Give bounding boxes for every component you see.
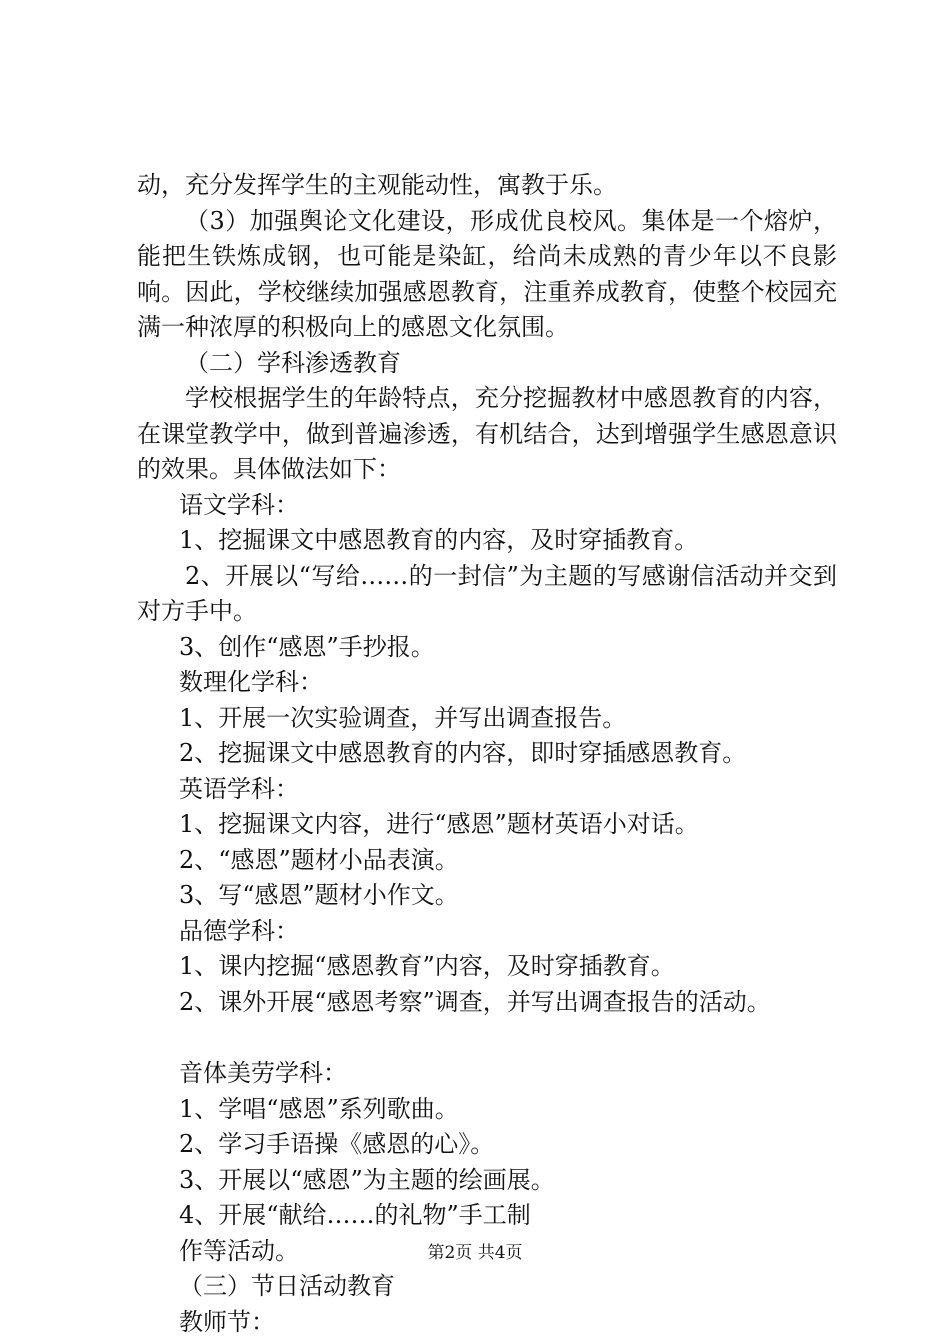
- list-item: 4、开展“献给……的礼物”手工制: [179, 1201, 531, 1229]
- subject-heading-english: 英语学科：: [179, 774, 299, 803]
- list-item: 1、挖掘课文内容，进行“感恩”题材英语小对话。: [179, 810, 699, 838]
- page-footer: 第2页 共4页: [427, 1243, 523, 1263]
- list-item: 3、创作“感恩”手抄报。: [179, 632, 435, 661]
- paragraph-subject-intro: 学校根据学生的年龄特点，充分挖掘教材中感恩教育的内容，在课堂教学中，做到普遍渗透，有机结合，达到增强学生感恩意识的效果。具体做法如下：: [137, 384, 837, 483]
- subject-heading-arts: 音体美劳学科：: [179, 1059, 347, 1087]
- subject-heading-science: 数理化学科：: [179, 668, 323, 696]
- paragraph-school-culture: （3）加强舆论文化建设，形成优良校风。集体是一个熔炉，能把生铁炼成钢，也可能是染缸，给尚未成熟的青少年以不良影响。因此，学校继续加强感恩教育，注重养成教育，使整个校园充满一种浓厚的积极向上的感恩文化氛围。: [137, 206, 837, 341]
- section-heading-subject-education: （二）学科渗透教育: [185, 348, 401, 377]
- subject-heading-morality: 品德学科：: [179, 916, 299, 945]
- list-item: 2、课外开展“感恩考察”调查，并写出调查报告的活动。: [179, 987, 771, 1016]
- list-item: 2、“感恩”题材小品表演。: [179, 845, 459, 874]
- list-item: 2、开展以“写给……的一封信”为主题的写感谢信活动并交到对方手中。: [137, 561, 837, 625]
- list-item: 2、学习手语操《感恩的心》。: [179, 1130, 495, 1158]
- list-item: 1、课内挖掘“感恩教育”内容，及时穿插教育。: [179, 952, 675, 980]
- list-item: 1、开展一次实验调查，并写出调查报告。: [179, 703, 627, 732]
- subject-heading-chinese: 语文学科：: [179, 490, 299, 519]
- list-item: 3、开展以“感恩”为主题的绘画展。: [179, 1165, 555, 1194]
- subject-heading-teachers-day: 教师节：: [179, 1307, 275, 1336]
- list-item-continuation: 作等活动。: [179, 1236, 299, 1265]
- paragraph-continuation: 动，充分发挥学生的主观能动性，寓教于乐。: [137, 171, 617, 199]
- list-item: 1、挖掘课文中感恩教育的内容，及时穿插教育。: [179, 526, 699, 554]
- list-item: 1、学唱“感恩”系列歌曲。: [179, 1094, 459, 1123]
- blank-line: [137, 1020, 837, 1056]
- section-heading-holiday-education: （三）节日活动教育: [179, 1272, 395, 1300]
- document-body: [137, 168, 837, 1340]
- list-item: 3、写“感恩”题材小作文。: [179, 881, 459, 909]
- list-item: 2、挖掘课文中感恩教育的内容，即时穿插感恩教育。: [179, 739, 747, 767]
